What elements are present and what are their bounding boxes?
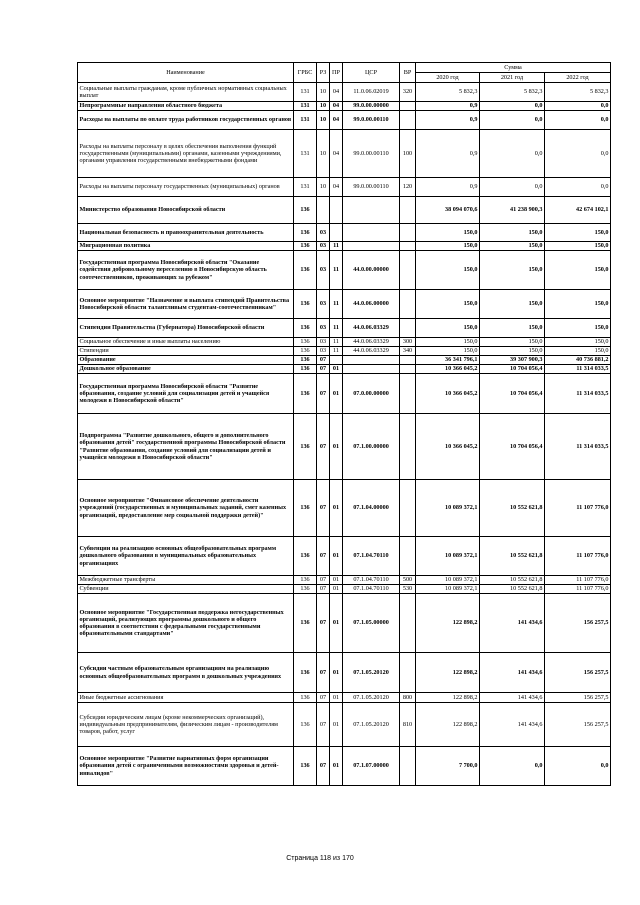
cell-rz: 07	[317, 585, 330, 594]
cell-2022: 156 257,5	[545, 693, 611, 703]
table-body	[78, 83, 611, 786]
cell-csr: 44.0.06.03329	[343, 347, 400, 356]
cell-pr: 01	[330, 537, 343, 576]
cell-name: Основное мероприятие "Развитие вариативных форм организации образования детей с ограниченными возможностями здоровья и детей-инвалидов"	[78, 747, 294, 786]
cell-csr: 07.1.05.20120	[343, 693, 400, 703]
cell-rz: 03	[317, 224, 330, 242]
cell-csr	[343, 356, 400, 365]
cell-2021: 150,0	[480, 251, 545, 290]
table-row	[78, 242, 611, 251]
cell-grbs: 136	[294, 537, 317, 576]
cell-vr	[400, 224, 416, 242]
cell-pr: 04	[330, 111, 343, 130]
cell-rz: 03	[317, 319, 330, 338]
cell-grbs: 136	[294, 347, 317, 356]
cell-grbs: 136	[294, 224, 317, 242]
cell-grbs: 136	[294, 693, 317, 703]
table-row	[78, 356, 611, 365]
cell-2022: 42 674 102,1	[545, 197, 611, 224]
cell-2022: 150,0	[545, 251, 611, 290]
cell-vr: 530	[400, 585, 416, 594]
cell-vr	[400, 102, 416, 111]
cell-pr	[330, 197, 343, 224]
cell-pr: 04	[330, 130, 343, 178]
cell-2020: 10 366 045,2	[416, 414, 480, 480]
cell-rz: 03	[317, 251, 330, 290]
cell-grbs: 131	[294, 83, 317, 102]
cell-2022: 11 107 776,0	[545, 537, 611, 576]
cell-2020: 10 089 372,1	[416, 480, 480, 537]
cell-2020: 150,0	[416, 251, 480, 290]
cell-name: Основное мероприятие "Финансовое обеспечение деятельности учреждений (государственных и муниципальных заданий, смет казенных организаций, предоставление мер социальной поддержки детей)"	[78, 480, 294, 537]
table-row	[78, 703, 611, 747]
cell-pr: 11	[330, 251, 343, 290]
cell-csr	[343, 197, 400, 224]
cell-name: Расходы на выплаты персоналу государственных (муниципальных) органов	[78, 178, 294, 197]
cell-rz: 07	[317, 414, 330, 480]
cell-csr	[343, 224, 400, 242]
cell-name: Государственная программа Новосибирской области "Оказание содействия добровольному переселению в Новосибирскую область соотечественников, проживающих за рубежом"	[78, 251, 294, 290]
cell-2020: 122 898,2	[416, 653, 480, 693]
cell-pr: 04	[330, 178, 343, 197]
cell-csr: 07.1.04.00000	[343, 480, 400, 537]
cell-2021: 150,0	[480, 242, 545, 251]
cell-vr	[400, 290, 416, 319]
table-row	[78, 197, 611, 224]
header-rz: РЗ	[317, 63, 330, 83]
cell-2021: 150,0	[480, 290, 545, 319]
cell-vr	[400, 242, 416, 251]
cell-pr: 04	[330, 83, 343, 102]
cell-2022: 11 107 776,0	[545, 585, 611, 594]
cell-name: Социальное обеспечение и иные выплаты населению	[78, 338, 294, 347]
cell-2020: 150,0	[416, 242, 480, 251]
cell-rz: 10	[317, 102, 330, 111]
table-row	[78, 594, 611, 653]
cell-rz: 07	[317, 480, 330, 537]
cell-rz: 07	[317, 693, 330, 703]
cell-grbs: 131	[294, 102, 317, 111]
cell-2021: 41 238 900,3	[480, 197, 545, 224]
table-row	[78, 130, 611, 178]
cell-rz: 07	[317, 356, 330, 365]
cell-name: Основное мероприятие "Государственная поддержка негосударственных организаций, реализующих программы дошкольного и общего образования в соответствии с федеральными государственными образовательными стандартами"	[78, 594, 294, 653]
cell-2022: 11 314 033,5	[545, 365, 611, 374]
cell-vr: 500	[400, 576, 416, 585]
page-footer: Страница 118 из 170	[286, 855, 354, 862]
table-row	[78, 251, 611, 290]
cell-csr: 07.1.04.70110	[343, 585, 400, 594]
cell-csr	[343, 242, 400, 251]
cell-grbs: 136	[294, 480, 317, 537]
header-2020: 2020 год	[416, 73, 480, 83]
cell-2020: 150,0	[416, 338, 480, 347]
cell-csr: 07.1.04.70110	[343, 576, 400, 585]
cell-vr: 800	[400, 693, 416, 703]
header-2021: 2021 год	[480, 73, 545, 83]
cell-name: Стипендии	[78, 347, 294, 356]
cell-name: Расходы на выплаты персоналу в целях обеспечения выполнения функций государственными (муниципальными) органами, казенными учреждениями, органами управления государственными внебюджетными фондами	[78, 130, 294, 178]
cell-csr: 99.0.00.00000	[343, 102, 400, 111]
cell-2020: 5 832,3	[416, 83, 480, 102]
cell-csr: 07.1.05.00000	[343, 594, 400, 653]
cell-2020: 122 898,2	[416, 594, 480, 653]
cell-2020: 0,9	[416, 130, 480, 178]
cell-2022: 11 314 033,5	[545, 414, 611, 480]
cell-name: Межбюджетные трансферты	[78, 576, 294, 585]
cell-rz: 07	[317, 537, 330, 576]
header-vr: ВР	[400, 63, 416, 83]
cell-name: Субсидии частным образовательным организациям на реализацию основных общеобразовательных программ в дошкольных учреждениях	[78, 653, 294, 693]
cell-2021: 5 832,3	[480, 83, 545, 102]
budget-table	[77, 62, 611, 786]
cell-name: Субсидии юридическим лицам (кроме некоммерческих организаций), индивидуальным предпринимателям, физическим лицам - производителям товаров, работ, услуг	[78, 703, 294, 747]
cell-rz: 03	[317, 347, 330, 356]
cell-pr: 01	[330, 365, 343, 374]
cell-grbs: 136	[294, 242, 317, 251]
header-csr: ЦСР	[343, 63, 400, 83]
cell-csr: 07.1.07.00000	[343, 747, 400, 786]
cell-rz: 07	[317, 374, 330, 414]
cell-2020: 150,0	[416, 290, 480, 319]
cell-2021: 150,0	[480, 347, 545, 356]
cell-rz: 10	[317, 111, 330, 130]
cell-2021: 0,0	[480, 747, 545, 786]
cell-vr	[400, 251, 416, 290]
cell-2020: 122 898,2	[416, 693, 480, 703]
cell-grbs: 136	[294, 747, 317, 786]
cell-vr: 300	[400, 338, 416, 347]
cell-rz: 07	[317, 703, 330, 747]
cell-csr: 44.0.00.00000	[343, 251, 400, 290]
cell-2021: 10 704 056,4	[480, 414, 545, 480]
cell-vr	[400, 319, 416, 338]
cell-vr	[400, 480, 416, 537]
table-row	[78, 480, 611, 537]
cell-grbs: 136	[294, 414, 317, 480]
cell-rz: 07	[317, 594, 330, 653]
cell-pr	[330, 224, 343, 242]
cell-2021: 150,0	[480, 319, 545, 338]
cell-grbs: 136	[294, 594, 317, 653]
cell-rz: 10	[317, 130, 330, 178]
cell-rz: 10	[317, 178, 330, 197]
cell-name: Подпрограмма "Развитие дошкольного, общего и дополнительного образования детей" государственной программы Новосибирской области "Развитие образования, создание условий для социализации детей и учащейся молодежи в Новосибирской области"	[78, 414, 294, 480]
cell-pr: 01	[330, 653, 343, 693]
cell-pr: 01	[330, 747, 343, 786]
cell-csr	[343, 365, 400, 374]
cell-pr: 01	[330, 585, 343, 594]
cell-grbs: 131	[294, 111, 317, 130]
cell-pr: 11	[330, 338, 343, 347]
table-row	[78, 178, 611, 197]
cell-pr: 01	[330, 480, 343, 537]
cell-pr: 01	[330, 576, 343, 585]
cell-2022: 156 257,5	[545, 703, 611, 747]
table-row	[78, 83, 611, 102]
cell-name: Дошкольное образование	[78, 365, 294, 374]
cell-rz: 03	[317, 338, 330, 347]
cell-name: Основное мероприятие "Назначение и выплата стипендий Правительства Новосибирской области талантливым студентам-соотечественникам"	[78, 290, 294, 319]
cell-2020: 122 898,2	[416, 703, 480, 747]
cell-name: Образование	[78, 356, 294, 365]
cell-2020: 7 700,0	[416, 747, 480, 786]
table-row	[78, 414, 611, 480]
cell-pr: 01	[330, 693, 343, 703]
cell-2021: 150,0	[480, 338, 545, 347]
cell-2020: 150,0	[416, 319, 480, 338]
cell-2020: 38 094 070,6	[416, 197, 480, 224]
cell-grbs: 131	[294, 130, 317, 178]
table-row	[78, 224, 611, 242]
cell-2020: 0,9	[416, 111, 480, 130]
cell-2022: 150,0	[545, 319, 611, 338]
cell-2022: 11 107 776,0	[545, 480, 611, 537]
table-row	[78, 319, 611, 338]
cell-2022: 0,0	[545, 178, 611, 197]
cell-grbs: 136	[294, 585, 317, 594]
cell-2022: 0,0	[545, 102, 611, 111]
cell-vr	[400, 537, 416, 576]
cell-2022: 150,0	[545, 290, 611, 319]
cell-grbs: 136	[294, 703, 317, 747]
cell-vr: 340	[400, 347, 416, 356]
cell-rz: 07	[317, 747, 330, 786]
cell-2020: 150,0	[416, 224, 480, 242]
cell-2020: 0,9	[416, 178, 480, 197]
cell-grbs: 136	[294, 576, 317, 585]
cell-rz: 03	[317, 242, 330, 251]
cell-2022: 0,0	[545, 747, 611, 786]
header-grbs: ГРБС	[294, 63, 317, 83]
cell-2022: 0,0	[545, 111, 611, 130]
cell-2022: 0,0	[545, 130, 611, 178]
table-row	[78, 693, 611, 703]
cell-rz: 07	[317, 653, 330, 693]
cell-name: Министерство образования Новосибирской области	[78, 197, 294, 224]
cell-csr: 07.1.04.70110	[343, 537, 400, 576]
table-row	[78, 338, 611, 347]
cell-vr: 810	[400, 703, 416, 747]
cell-2022: 11 107 776,0	[545, 576, 611, 585]
cell-csr: 99.0.00.00110	[343, 178, 400, 197]
cell-grbs: 131	[294, 178, 317, 197]
cell-2021: 0,0	[480, 102, 545, 111]
cell-2021: 10 704 056,4	[480, 365, 545, 374]
header-2022: 2022 год	[545, 73, 611, 83]
table-row	[78, 585, 611, 594]
cell-rz: 07	[317, 576, 330, 585]
cell-vr	[400, 653, 416, 693]
cell-vr	[400, 197, 416, 224]
cell-name: Национальная безопасность и правоохранительная деятельность	[78, 224, 294, 242]
cell-name: Миграционная политика	[78, 242, 294, 251]
cell-rz: 10	[317, 83, 330, 102]
cell-pr: 04	[330, 102, 343, 111]
cell-csr: 07.1.05.20120	[343, 703, 400, 747]
cell-grbs: 136	[294, 365, 317, 374]
cell-vr	[400, 356, 416, 365]
cell-name: Иные бюджетные ассигнования	[78, 693, 294, 703]
cell-2020: 0,9	[416, 102, 480, 111]
cell-pr: 11	[330, 319, 343, 338]
cell-vr: 120	[400, 178, 416, 197]
table-row	[78, 290, 611, 319]
header-sum: Сумма	[416, 63, 611, 73]
cell-csr: 99.0.00.00110	[343, 111, 400, 130]
cell-2020: 150,0	[416, 347, 480, 356]
cell-pr: 01	[330, 594, 343, 653]
cell-csr: 44.0.06.00000	[343, 290, 400, 319]
cell-vr	[400, 365, 416, 374]
cell-2021: 10 552 621,8	[480, 480, 545, 537]
cell-2021: 0,0	[480, 111, 545, 130]
cell-name: Субвенции	[78, 585, 294, 594]
cell-name: Субвенции на реализацию основных общеобразовательных программ дошкольного образования в муниципальных образовательных организациях	[78, 537, 294, 576]
cell-vr: 320	[400, 83, 416, 102]
cell-name: Государственная программа Новосибирской области "Развитие образования, создание условий для социализации детей и учащейся молодежи в Новосибирской области"	[78, 374, 294, 414]
cell-2022: 11 314 033,5	[545, 374, 611, 414]
table-row	[78, 347, 611, 356]
cell-2021: 141 434,6	[480, 594, 545, 653]
cell-grbs: 136	[294, 356, 317, 365]
cell-csr: 99.0.00.00110	[343, 130, 400, 178]
cell-2020: 10 089 372,1	[416, 537, 480, 576]
cell-2021: 0,0	[480, 130, 545, 178]
table-row	[78, 747, 611, 786]
cell-grbs: 136	[294, 319, 317, 338]
cell-grbs: 136	[294, 374, 317, 414]
cell-2022: 150,0	[545, 242, 611, 251]
cell-grbs: 136	[294, 338, 317, 347]
cell-vr	[400, 374, 416, 414]
cell-2022: 40 736 881,2	[545, 356, 611, 365]
cell-2022: 150,0	[545, 347, 611, 356]
cell-2022: 150,0	[545, 338, 611, 347]
cell-pr: 01	[330, 414, 343, 480]
cell-grbs: 136	[294, 290, 317, 319]
cell-csr: 07.1.05.20120	[343, 653, 400, 693]
cell-csr: 11.0.06.02019	[343, 83, 400, 102]
table-row	[78, 111, 611, 130]
cell-rz: 03	[317, 290, 330, 319]
cell-2022: 5 832,3	[545, 83, 611, 102]
cell-csr: 44.0.06.03329	[343, 338, 400, 347]
table-row	[78, 374, 611, 414]
cell-name: Стипендии Правительства (Губернатора) Новосибирской области	[78, 319, 294, 338]
cell-grbs: 136	[294, 251, 317, 290]
cell-pr: 11	[330, 242, 343, 251]
cell-2020: 10 089 372,1	[416, 585, 480, 594]
cell-2021: 10 552 621,8	[480, 537, 545, 576]
cell-vr	[400, 594, 416, 653]
cell-csr: 07.1.00.00000	[343, 414, 400, 480]
cell-2020: 10 089 372,1	[416, 576, 480, 585]
table-row	[78, 653, 611, 693]
cell-2021: 150,0	[480, 224, 545, 242]
cell-2021: 39 307 900,3	[480, 356, 545, 365]
cell-pr	[330, 356, 343, 365]
cell-vr: 100	[400, 130, 416, 178]
cell-2021: 10 552 621,8	[480, 585, 545, 594]
cell-2021: 10 704 056,4	[480, 374, 545, 414]
cell-csr: 07.0.00.00000	[343, 374, 400, 414]
cell-pr: 01	[330, 703, 343, 747]
cell-vr	[400, 414, 416, 480]
cell-grbs: 136	[294, 197, 317, 224]
cell-vr	[400, 747, 416, 786]
cell-2021: 141 434,6	[480, 653, 545, 693]
table-row	[78, 576, 611, 585]
cell-rz: 07	[317, 365, 330, 374]
cell-rz	[317, 197, 330, 224]
cell-grbs: 136	[294, 653, 317, 693]
cell-2022: 150,0	[545, 224, 611, 242]
cell-2021: 141 434,6	[480, 693, 545, 703]
cell-2020: 10 366 045,2	[416, 365, 480, 374]
cell-pr: 01	[330, 374, 343, 414]
cell-pr: 11	[330, 290, 343, 319]
header-pr: ПР	[330, 63, 343, 83]
cell-name: Социальные выплаты гражданам, кроме публичных нормативных социальных выплат	[78, 83, 294, 102]
table-row	[78, 537, 611, 576]
cell-2022: 156 257,5	[545, 594, 611, 653]
header-name: Наименование	[78, 63, 294, 83]
cell-2021: 0,0	[480, 178, 545, 197]
cell-2021: 10 552 621,8	[480, 576, 545, 585]
cell-2020: 36 341 796,1	[416, 356, 480, 365]
table-row	[78, 365, 611, 374]
cell-2021: 141 434,6	[480, 703, 545, 747]
cell-2020: 10 366 045,2	[416, 374, 480, 414]
table-row	[78, 102, 611, 111]
cell-2022: 156 257,5	[545, 653, 611, 693]
cell-name: Расходы на выплаты по оплате труда работников государственных органов	[78, 111, 294, 130]
cell-pr: 11	[330, 347, 343, 356]
cell-name: Непрограммные направления областного бюджета	[78, 102, 294, 111]
cell-csr: 44.0.06.03329	[343, 319, 400, 338]
cell-vr	[400, 111, 416, 130]
